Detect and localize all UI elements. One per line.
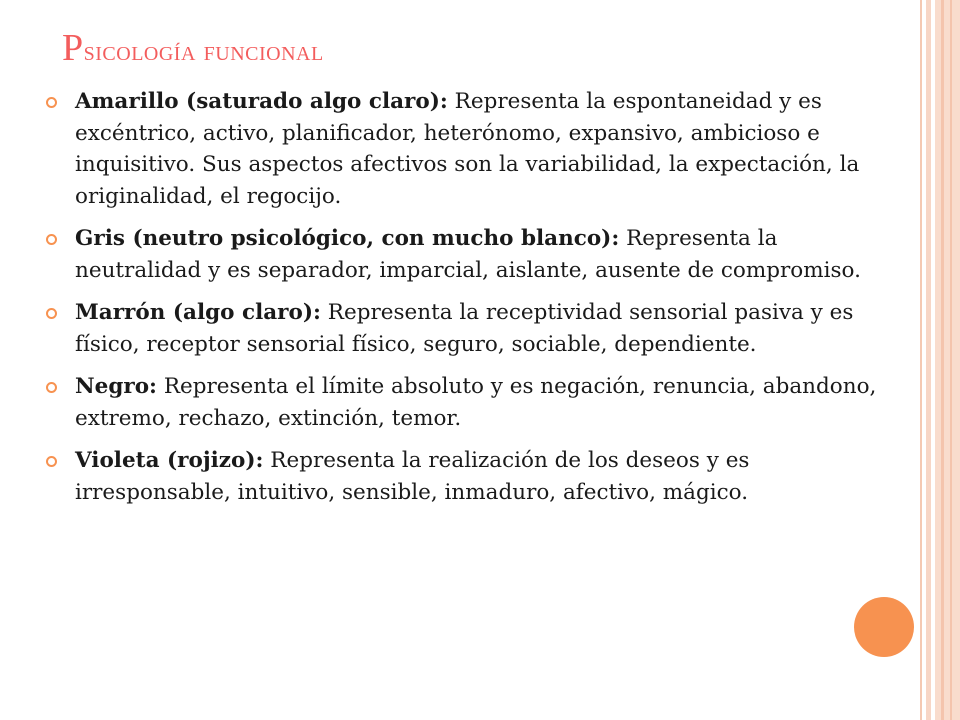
bullet-list (75, 86, 890, 519)
item-separator: : (439, 89, 448, 114)
item-text (75, 374, 876, 431)
list-item (75, 297, 890, 360)
list-item (75, 445, 890, 508)
ring-bullet-icon (46, 234, 57, 245)
item-text (75, 300, 853, 357)
item-text (75, 448, 749, 505)
item-term: Gris (neutro psicológico, con mucho blanco) (75, 226, 612, 251)
decorative-stripe (920, 0, 922, 720)
item-term: Marrón (algo claro) (75, 300, 314, 325)
item-description: Representa la receptividad sensorial pasiva y es físico, receptor sensorial físico, seguro, sociable, dependiente. (75, 300, 854, 357)
decorative-stripe (935, 0, 960, 720)
item-description: Representa la neutralidad y es separador, imparcial, aislante, ausente de compromiso. (75, 226, 861, 283)
ring-bullet-icon (46, 382, 57, 393)
decorative-stripe (941, 0, 944, 720)
slide-title (62, 26, 324, 70)
item-separator: : (255, 448, 264, 473)
ring-bullet-icon (46, 97, 57, 108)
ring-bullet-icon (46, 308, 57, 319)
list-item (75, 371, 890, 434)
item-description: Representa la realización de los deseos y es irresponsable, intuitivo, sensible, inmaduro, afectivo, mágico. (75, 448, 750, 505)
decorative-stripe (950, 0, 952, 720)
item-description: Representa el límite absoluto y es negación, renuncia, abandono, extremo, rechazo, extinción, temor. (75, 374, 877, 431)
item-term: Negro (75, 374, 150, 399)
list-item (75, 86, 890, 212)
item-term: Violeta (rojizo) (75, 448, 256, 473)
list-item (75, 223, 890, 286)
item-text (75, 226, 861, 283)
ring-bullet-icon (46, 456, 57, 467)
title-rest: sicología funcional (83, 35, 324, 67)
item-text (75, 89, 859, 209)
title-initial: P (62, 27, 84, 69)
item-separator: : (313, 300, 321, 325)
item-separator: : (149, 374, 157, 399)
item-separator: : (611, 226, 620, 251)
item-description: Representa la espontaneidad y es excéntrico, activo, planificador, heterónomo, expansivo, ambicioso e inquisitivo. Sus aspectos afectivos son la variabilidad, la expectación, la originalidad, el regocijo. (75, 89, 860, 209)
item-term: Amarillo (saturado algo claro) (75, 89, 440, 114)
decorative-circle (854, 597, 914, 657)
